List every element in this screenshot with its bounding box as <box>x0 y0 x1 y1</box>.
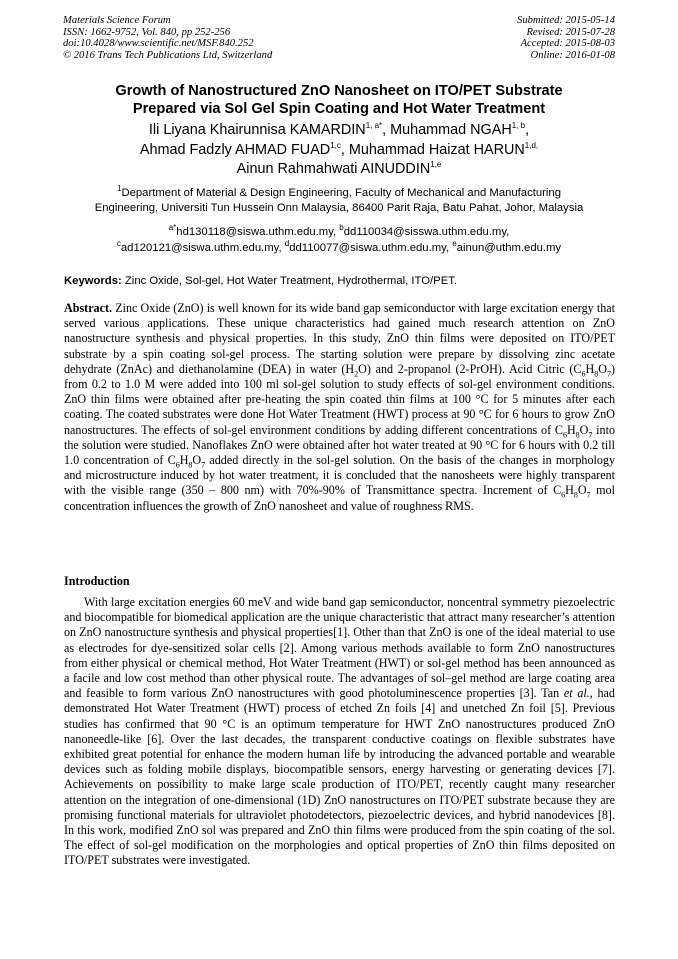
email-address: hd130118@siswa.uthm.edu.my, <box>176 226 340 238</box>
email-address: ainun@uthm.edu.my <box>456 242 562 254</box>
author-separator: , <box>340 141 349 158</box>
keywords-text: Zinc Oxide, Sol-gel, Hot Water Treatment, Hydrothermal, ITO/PET. <box>121 275 458 287</box>
section-heading-introduction: Introduction <box>64 574 130 588</box>
email-address: dd110077@siswa.uthm.edu.my, <box>289 242 453 254</box>
abstract <box>64 301 615 514</box>
title-line-2: Prepared via Sol Gel Spin Coating and Hot Water Treatment <box>132 101 546 117</box>
subscript: 8 <box>573 490 578 500</box>
accepted-date: Accepted: 2015-08-03 <box>520 38 615 50</box>
subscript: 7 <box>586 490 591 500</box>
email-mark: b <box>339 223 344 233</box>
author-name: Muhammad NGAH <box>390 122 512 138</box>
author-name: Ainun Rahmahwati AINUDDIN <box>236 161 431 177</box>
email-mark: e <box>452 239 457 249</box>
formula-part: H <box>565 483 574 498</box>
affiliation-line-1 <box>40 186 638 201</box>
intro-text: had demonstrated Hot Water Treatment (HWT) process of etched Zn foils [4] and unetched Zn foil [5]. Previous studies has confirmed that 90 °C is an optimum temperature for HWT ZnO nanostructures produced ZnO nanoneedle-like [6]. Over the last decades, the transparent conductive coatings on flexible substrates have exhibited great potential for enhance the modern human life by introducing the advanced portable and wearable devices such as folding mobile displays, biocompatible sensors, energy harvesting or generating devices [7]. Achievements on possibility to make large scale production of ITO/PET, recently caught many researcher attention on the integration of one-dimensional (1D) ZnO nanostructures on ITO/PET substrate because they are promising functional materials for ultraviolet photodetectors, piezoelectric devices, and hybrid nanodevices [8]. In this work, modified ZnO sol was prepared and ZnO thin films were produced from the spin coating of the sol. The effect of sol-gel modification on the morphologies and optical properties of ZnO thin films deposited on ITO/PET substrates were investigated. <box>64 686 615 868</box>
copyright-line: © 2016 Trans Tech Publications Ltd, Switzerland <box>63 49 273 61</box>
intro-text: With large excitation energies 60 meV and wide band gap semiconductor, noncentral symmetry piezoelectric and biocompatible for biomedical application are the unique characteristic that attract many researcher’s attention on ZnO nanostructure synthesis and physical properties[1]. Other than that ZnO is one of the ideal material to use as electrodes for dye-sensitized solar cells [2]. Among various methods available to form ZnO nanostructures from either physical or chemical method, Hot Water Treatment (HWT) or sol-gel method has been announced as a facile and low cost method than other physical route. The advantages of sol–gel method are large coating area and feasible to form various ZnO nanostructures with good photoluminescence properties [3]. Tan <box>64 595 615 701</box>
email-list <box>40 224 638 256</box>
author-name: Ili Liyana Khairunnisa KAMARDIN <box>148 122 366 138</box>
subscript: 8 <box>575 430 580 440</box>
affiliation-text: Department of Material & Design Engineering, Faculty of Mechanical and Manufacturing <box>121 187 561 199</box>
subscript: 8 <box>188 460 193 470</box>
subscript: 6 <box>562 430 567 440</box>
journal-name: Materials Science Forum <box>63 15 171 26</box>
abstract-label: Abstract. <box>64 301 113 315</box>
email-address: ad120121@siswa.uthm.edu.my, <box>120 242 285 254</box>
subscript: 7 <box>606 369 611 379</box>
abstract-text: O) and 2-propanol (2-PrOH). Acid Citric (C <box>358 361 582 376</box>
affiliation-mark: 1 <box>116 184 122 194</box>
formula-part: O <box>598 361 607 376</box>
author-name: Ahmad Fadzly AHMAD FUAD <box>139 141 331 158</box>
affiliation <box>40 186 638 216</box>
author-separator: , <box>525 122 530 138</box>
affiliation-line-2: Engineering, Universiti Tun Hussein Onn Malaysia, 86400 Parit Raja, Batu Pahat, Johor, Malaysia <box>94 202 584 214</box>
keywords-label: Keywords: <box>64 275 122 287</box>
formula-part: O <box>192 453 202 468</box>
abstract-text: ) from 0.2 to 1.0 M were added into 100 ml sol-gel solution to study effects of sol-gel environment conditions. ZnO thin films were obtained after pre-heating the spin coated thin films at 100 °C for 5 minutes after each coating. The coated substrates were done Hot Water Treatment (HWT) process at 90 °C for 6 hours to grow ZnO nanostructures. The effects of sol-gel environment conditions by adding different concentrations of C <box>64 361 615 437</box>
email-address: dd110034@sisswa.uthm.edu.my, <box>343 226 510 238</box>
authors-line-3 <box>40 160 638 180</box>
formula-part: H <box>566 422 576 437</box>
author-mark: 1, a* <box>365 121 383 131</box>
submission-dates <box>517 15 615 61</box>
keywords <box>64 274 616 288</box>
subscript: 6 <box>175 460 180 470</box>
abstract-text: Zinc Oxide (ZnO) is well known for its wide band gap semiconductor with large excitation energy that served various applications. These unique characteristics had gained much research attention on ZnO nanostructure synthesis and physical properties. In this study, ZnO thin films were deposited on ITO/PET substrate by a spin coating sol-gel process. The starting solution were prepare by dissolving zinc acetate dehydrate (ZnAc) and diethanolamine (DEA) in water (H <box>64 301 615 376</box>
subscript: 6 <box>581 369 586 379</box>
author-list <box>40 121 638 180</box>
author-mark: 1,e <box>430 160 442 170</box>
author-mark: 1, b <box>511 121 526 131</box>
formula-part: H <box>585 361 595 376</box>
abstract-text: added directly in the sol-gel solution. On the basis of the changes in morphology and microstructure induced by hot water treatment, it is concluded that the nanosheets were highly transparent with the visible range (350 – 800 nm) with 70%-90% of Transmittance spectra. Increment of C <box>64 453 615 498</box>
authors-line-1 <box>40 121 638 141</box>
abstract-text: into the solution were studied. Nanoflakes ZnO were obtained after hot water treated at 90 °C for 6 hours with 0.2 till 1.0 concentration of C <box>64 422 615 468</box>
formula-part: O <box>579 422 589 437</box>
journal-info <box>63 15 272 61</box>
emails-line-1 <box>40 224 638 240</box>
submitted-date: Submitted: 2015-05-14 <box>517 15 615 26</box>
author-mark: 1,c <box>330 140 341 150</box>
subscript: 8 <box>594 369 599 379</box>
subscript: 2 <box>354 369 359 379</box>
subscript: 7 <box>201 460 206 470</box>
author-name: Muhammad Haizat HARUN <box>348 141 525 158</box>
intro-italic: et al., <box>563 686 593 701</box>
revised-date: Revised: 2015-07-28 <box>526 26 615 38</box>
authors-line-2 <box>40 141 638 161</box>
email-mark: a* <box>168 223 177 233</box>
abstract-text: mol concentration influences the growth of ZnO nanosheet and value of roughness RMS. <box>64 483 615 513</box>
subscript: 6 <box>561 490 566 500</box>
online-date: Online: 2016-01-08 <box>530 49 615 61</box>
author-separator: , <box>382 122 391 138</box>
email-mark: d <box>284 239 290 249</box>
subscript: 7 <box>588 430 593 440</box>
introduction-paragraph <box>64 595 615 869</box>
author-mark: 1,d, <box>524 140 539 150</box>
issn-line: ISSN: 1662-9752, Vol. 840, pp 252-256 <box>63 26 231 38</box>
formula-part: O <box>577 483 587 498</box>
doi-line: doi:10.4028/www.scientific.net/MSF.840.252 <box>63 38 254 50</box>
emails-line-2 <box>40 240 638 256</box>
formula-part: H <box>179 453 189 468</box>
paper-title <box>40 82 638 118</box>
email-mark: c <box>116 239 121 249</box>
title-line-1: Growth of Nanostructured ZnO Nanosheet on ITO/PET Substrate <box>115 83 563 99</box>
